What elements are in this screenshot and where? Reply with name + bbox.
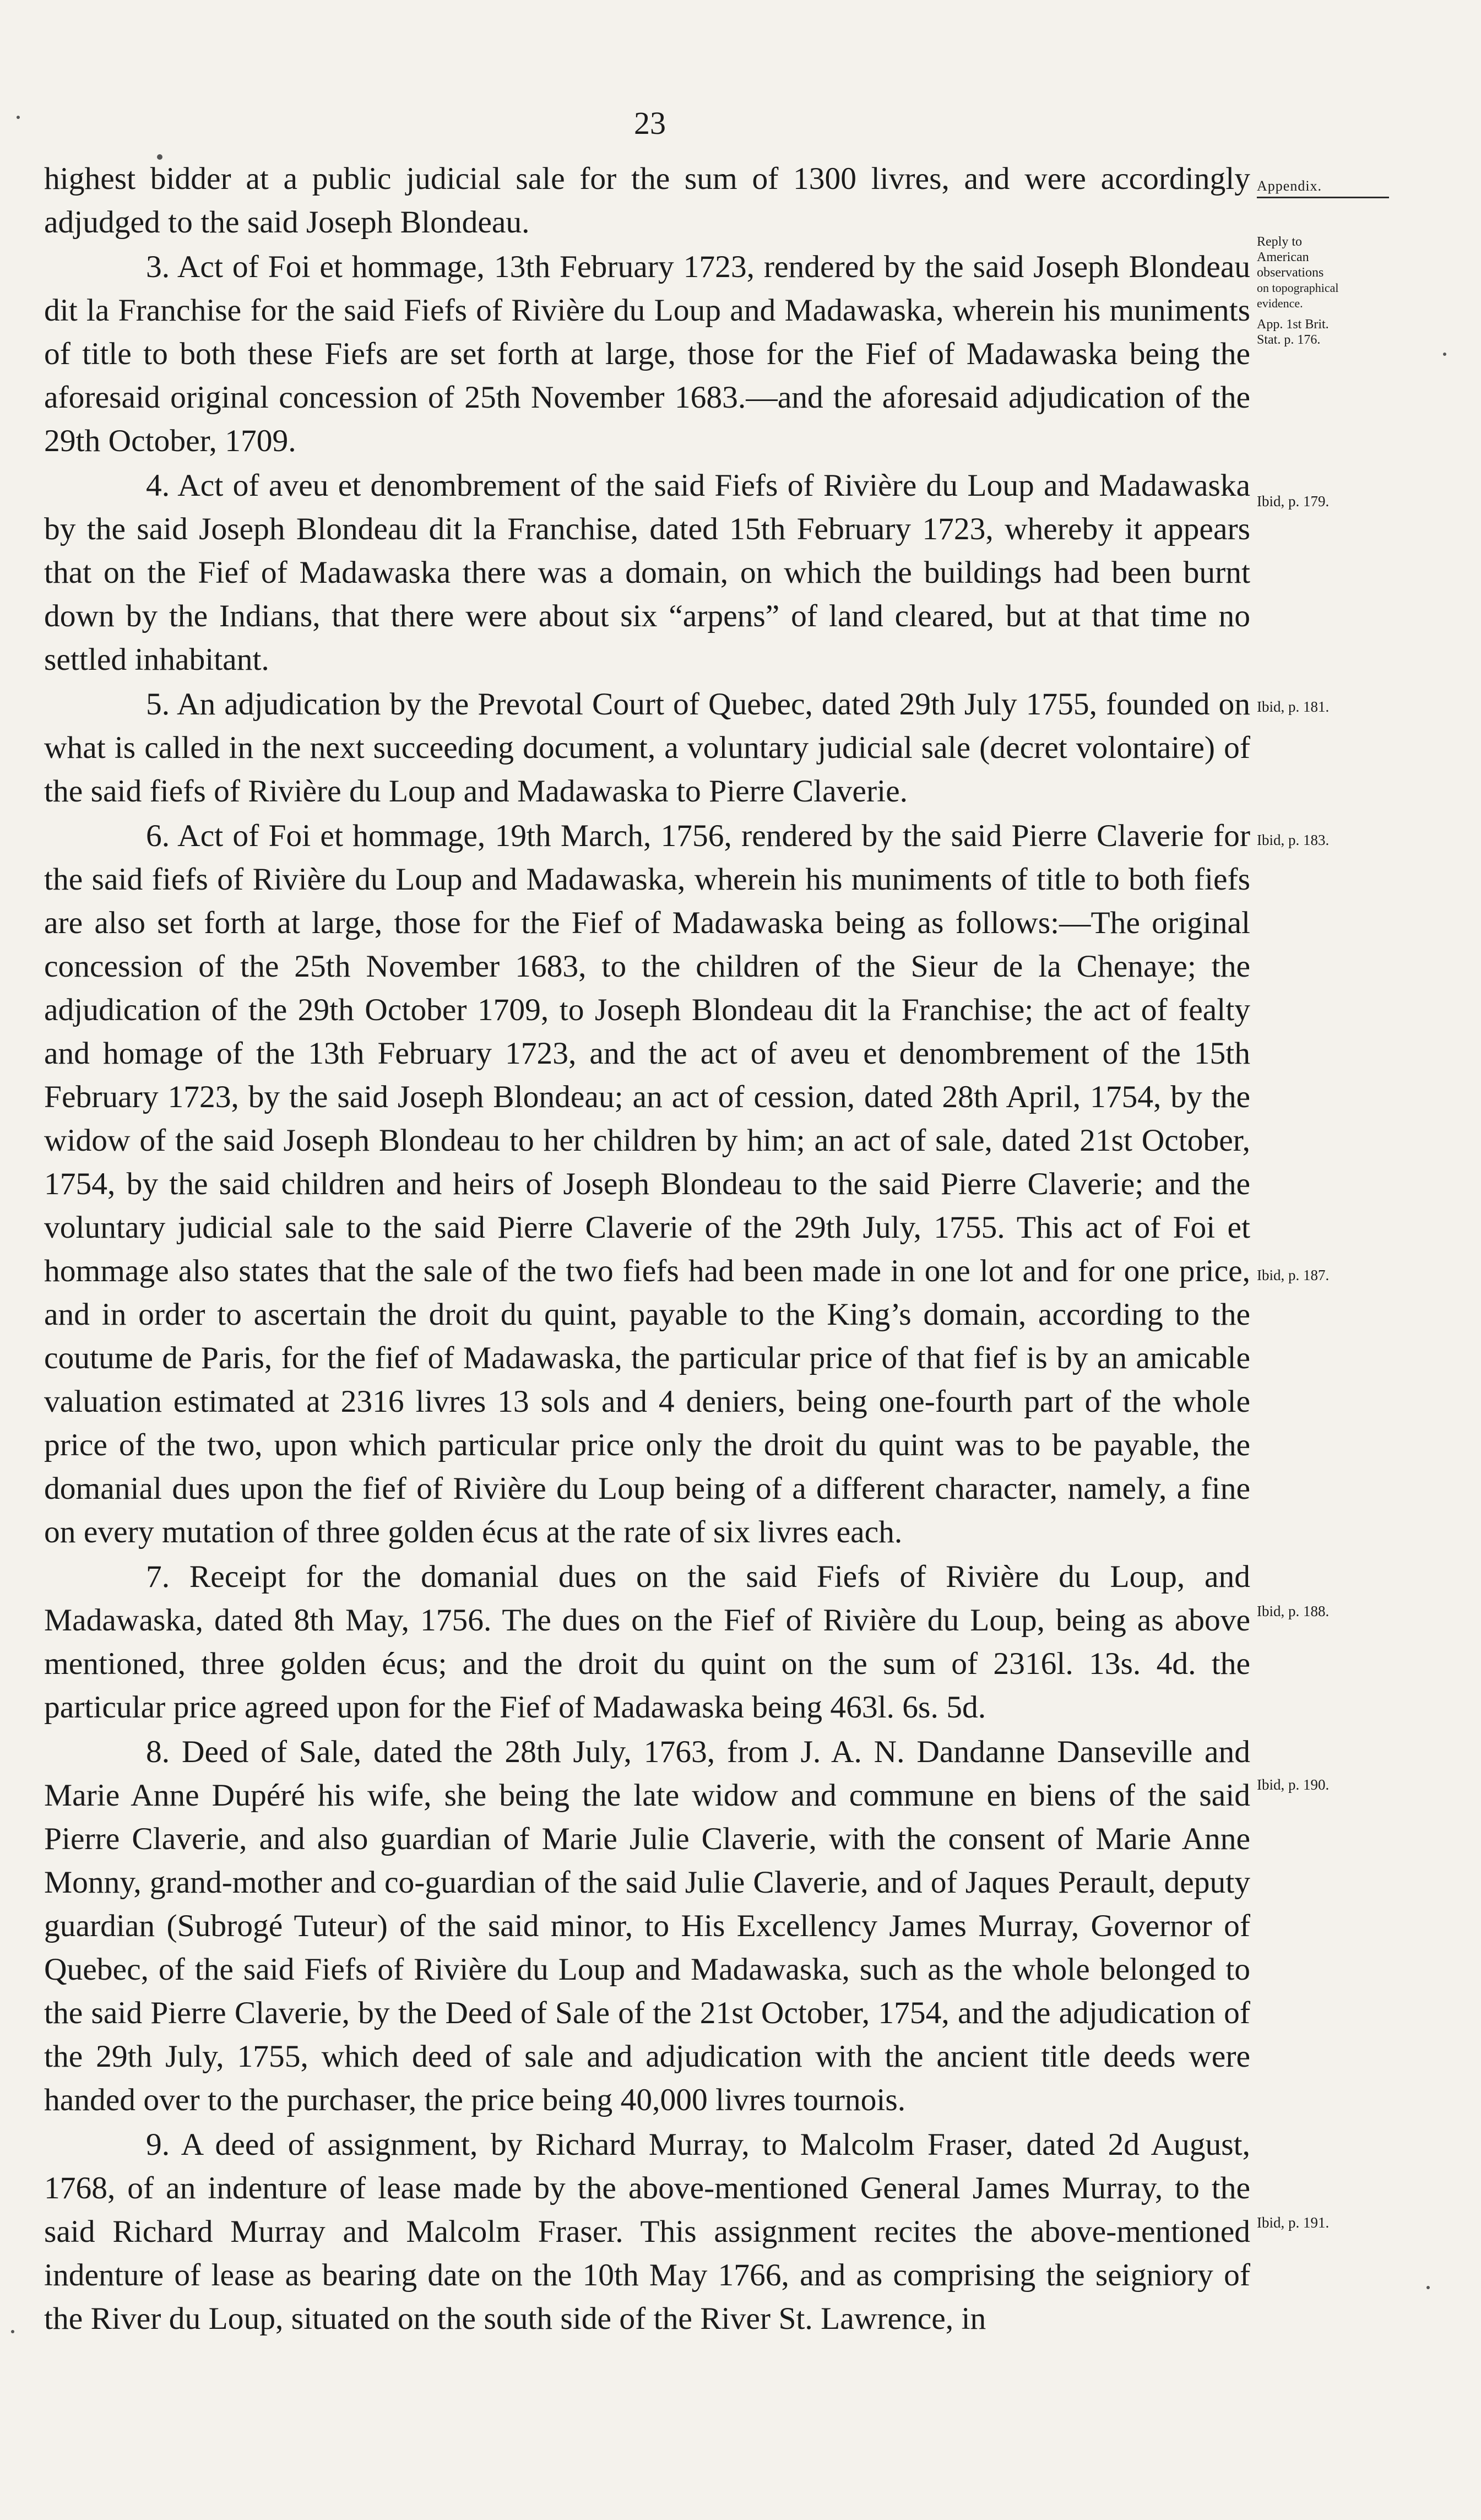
margin-note-reply-line1: Reply to American observations bbox=[1257, 235, 1324, 280]
margin-note-ibid-179: Ibid, p. 179. bbox=[1257, 493, 1330, 510]
margin-note-reply-line2: on topographical evidence. bbox=[1257, 281, 1339, 310]
margin-note-ibid-181: Ibid, p. 181. bbox=[1257, 698, 1330, 715]
paragraph-3: 3. Act of Foi et hommage, 13th February 1723, rendered by the said Joseph Blondeau dit la Franchise for the said Fiefs of Rivière du Loup and Madawaska, wherein his muniments of title to both these Fiefs are set forth at large, those for the Fief of Madawaska being the aforesaid original concession of 25th November 1683.—and the aforesaid adjudication of the 29th October, 1709. bbox=[44, 250, 1250, 458]
scan-speck bbox=[1426, 2286, 1430, 2289]
scan-speck bbox=[17, 116, 20, 119]
paragraph-continuation: highest bidder at a public judicial sale for the sum of 1300 livres, and were accordingly adjudged to the said Joseph Blondeau. bbox=[44, 161, 1250, 240]
page-number: 23 bbox=[634, 105, 666, 141]
paragraph-8: 8. Deed of Sale, dated the 28th July, 1763, from J. A. N. Dandanne Danseville and Marie Anne Dupéré his wife, she being the late widow and commune en biens of the said Pierre Claverie, and also guardian of Marie Julie Claverie, with the consent of Marie Anne Monny, grand-mother and co-guardian of the said Julie Claverie, and of Jaques Perault, deputy guardian (Subrogé Tuteur) of the said minor, to His Excellency James Murray, Governor of Quebec, of the said Fiefs of Rivière du Loup and Madawaska, such as the whole belonged to the said Pierre Claverie, by the Deed of Sale of the 21st October, 1754, and the adjudication of the 29th July, 1755, which deed of sale and adjudication with the ancient title deeds were handed over to the purchaser, the price being 40,000 livres tournois. bbox=[44, 1735, 1250, 2117]
margin-note-app-ref: App. 1st Brit. Stat. p. 176. bbox=[1257, 317, 1329, 347]
margin-note-ibid-183: Ibid, p. 183. bbox=[1257, 832, 1330, 848]
paragraph-7: 7. Receipt for the domanial dues on the said Fiefs of Rivière du Loup, and Madawaska, dated 8th May, 1756. The dues on the Fief of Rivière du Loup, being as above mentioned, three golden écus; and the droit du quint on the sum of 2316l. 13s. 4d. the particular price agreed upon for the Fief of Madawaska being 463l. 6s. 5d. bbox=[44, 1559, 1250, 1725]
scan-speck bbox=[157, 154, 162, 160]
margin-note-ibid-190: Ibid, p. 190. bbox=[1257, 1776, 1330, 1793]
paragraph-9: 9. A deed of assignment, by Richard Murray, to Malcolm Fraser, dated 2d August, 1768, of an indenture of lease made by the above-mentioned General James Murray, to the said Richard Murray and Malcolm Fraser. This assignment recites the above-mentioned indenture of lease as bearing date on the 10th May 1766, and as comprising the seigniory of the River du Loup, situated on the south side of the River St. Lawrence, in bbox=[44, 2127, 1250, 2336]
paragraph-5: 5. An adjudication by the Prevotal Court of Quebec, dated 29th July 1755, founded on what is called in the next succeeding document, a voluntary judicial sale (decret volontaire) of the said fiefs of Rivière du Loup and Madawaska to Pierre Claverie. bbox=[44, 687, 1250, 809]
scan-speck bbox=[1443, 353, 1446, 356]
paragraph-6: 6. Act of Foi et hommage, 19th March, 1756, rendered by the said Pierre Claverie for the said fiefs of Rivière du Loup and Madawaska, wherein his muniments of title to both fiefs are also set forth at large, those for the Fief of Madawaska being as follows:—The original concession of the 25th November 1683, to the children of the Sieur de la Chenaye; the adjudication of the 29th October 1709, to Joseph Blondeau dit la Franchise; the act of fealty and homage of the 13th February 1723, and the act of aveu et denombrement of the 15th February 1723, by the said Joseph Blondeau; an act of cession, dated 28th April, 1754, by the widow of the said Joseph Blondeau to her children by him; an act of sale, dated 21st October, 1754, by the said children and heirs of Joseph Blondeau to the said Pierre Claverie; and the voluntary judicial sale to the said Pierre Claverie of the 29th July, 1755. This act of Foi et hommage also states that the sale of the two fiefs had been made in one lot and for one price, and in order to ascertain the droit du quint, payable to the King’s domain, according to the coutume de Paris, for the fief of Madawaska, the particular price of that fief is by an amicable valuation estimated at 2316 livres 13 sols and 4 deniers, being one-fourth part of the whole price of the two, upon which particular price only the droit du quint was to be payable, the domanial dues upon the fief of Rivière du Loup being of a different character, namely, a fine on every mutation of three golden écus at the rate of six livres each. bbox=[44, 819, 1250, 1549]
margin-note-reply bbox=[1257, 234, 1350, 311]
scan-speck bbox=[11, 2330, 14, 2333]
margin-note-ibid-188: Ibid, p. 188. bbox=[1257, 1603, 1330, 1619]
margin-note-ibid-187: Ibid, p. 187. bbox=[1257, 1267, 1330, 1283]
main-text bbox=[44, 157, 1250, 2340]
margin-note-ibid-191: Ibid, p. 191. bbox=[1257, 2214, 1330, 2231]
paragraph-4: 4. Act of aveu et denombrement of the said Fiefs of Rivière du Loup and Madawaska by the said Joseph Blondeau dit la Franchise, dated 15th February 1723, whereby it appears that on the Fief of Madawaska there was a domain, on which the buildings had been burnt down by the Indians, that there were about six “arpens” of land cleared, but at that time no settled inhabitant. bbox=[44, 468, 1250, 677]
margin-note-appendix: Appendix. bbox=[1257, 177, 1389, 198]
